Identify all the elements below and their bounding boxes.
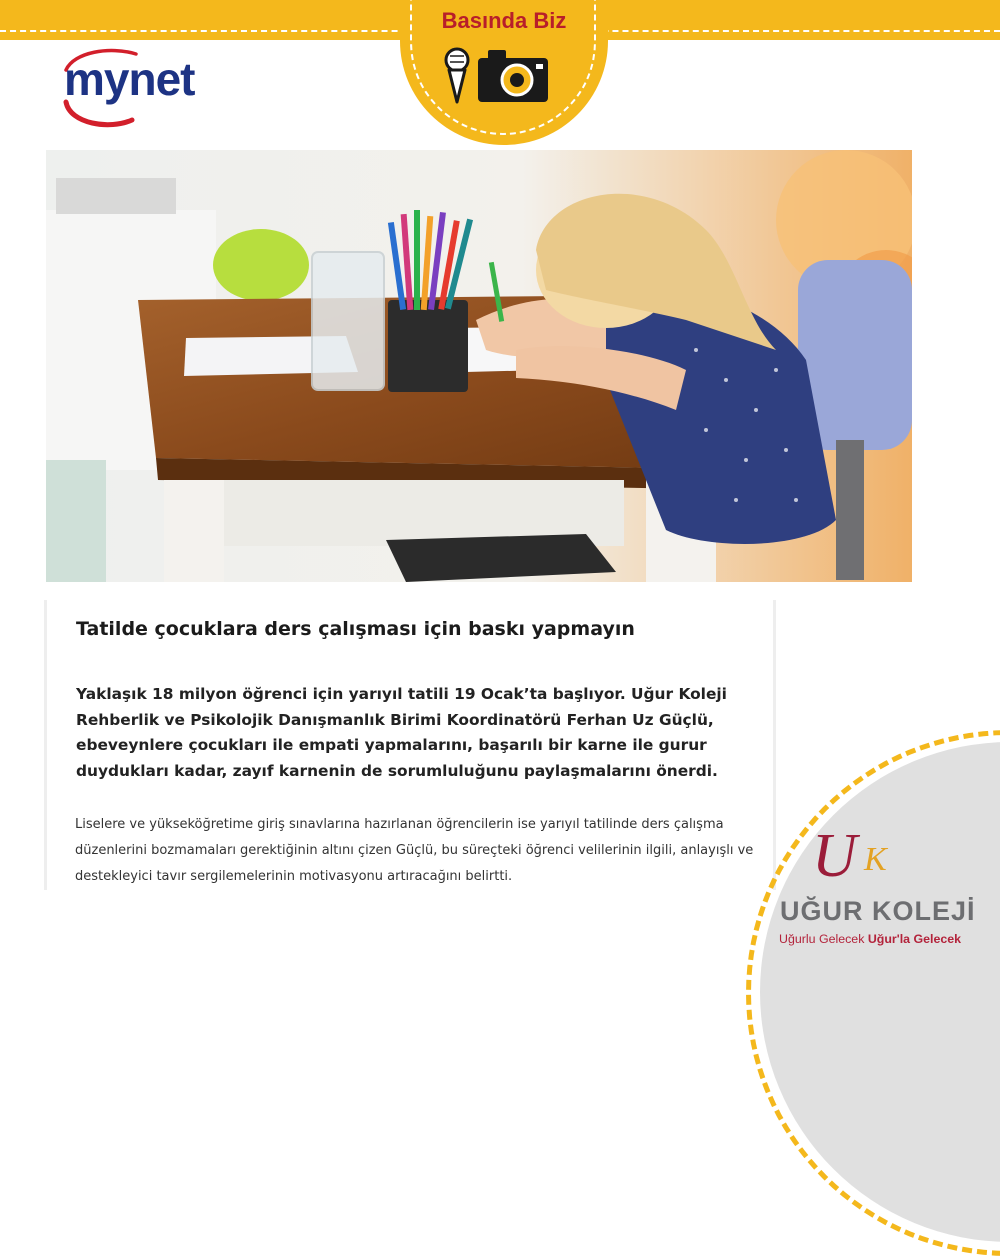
brand-name: UĞUR KOLEJİ: [780, 896, 976, 926]
mynet-wordmark: mynet: [64, 53, 195, 105]
svg-text:K: K: [864, 841, 887, 878]
slogan-part-2: Uğur'la Gelecek: [867, 932, 962, 946]
svg-text:U: U: [812, 822, 857, 890]
slogan-part-1: Uğurlu Gelecek: [779, 932, 868, 946]
camera-icon: [478, 50, 548, 102]
brand-badge-stitch: [746, 730, 1000, 1256]
article-body: Liselere ve yükseköğretime giriş sınavlarına hazırlanan öğrencilerin ise yarıyıl tatilinde ders çalışma düzenlerini bozmamaları gerektiğinin altını çizen Güçlü, bu süreçteki öğrenci velilerinin ilgili, anlayışlı ve destekleyici tavır sergilemelerinin motivasyonu artıracağını belirtti.: [75, 817, 754, 884]
ugur-koleji-logo: [812, 820, 932, 894]
article-lead: Yaklaşık 18 milyon öğrenci için yarıyıl tatili 19 Ocak’ta başlıyor. Uğur Koleji Rehberlik ve Psikolojik Danışmanlık Birimi Koordinatörü Ferhan Uz Güçlü, ebeveynlere çocukları ile empati yapmalarını, başarılı bir karne ile gurur duydukları kadar, zayıf karnenin de sorumluluğunu paylaşmalarını önerdi.: [76, 685, 727, 780]
article-photo: [46, 150, 912, 582]
brand-slogan: [779, 932, 999, 946]
press-title: Basında Biz: [441, 8, 567, 33]
press-icons: [440, 44, 560, 112]
microphone-icon: [446, 49, 468, 102]
article-headline: Tatilde çocuklara ders çalışması için baskı yapmayın: [76, 618, 635, 640]
mynet-logo: [60, 46, 220, 128]
